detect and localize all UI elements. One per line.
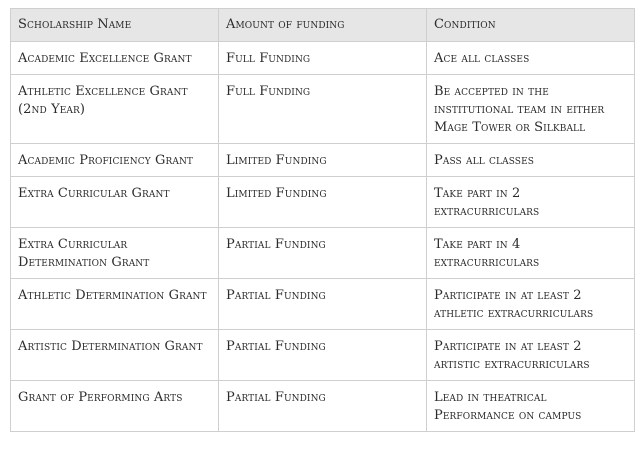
cell-condition: Lead in theatrical Performance on campus	[427, 381, 635, 432]
header-condition: Condition	[427, 9, 635, 42]
cell-condition: Pass all classes	[427, 144, 635, 177]
cell-scholarship-name: Extra Curricular Grant	[11, 177, 219, 228]
cell-scholarship-name: Academic Excellence Grant	[11, 42, 219, 75]
cell-condition: Take part in 2 extracurriculars	[427, 177, 635, 228]
scholarship-table-container	[10, 8, 634, 432]
table-header	[11, 9, 635, 42]
cell-condition: Participate in at least 2 artistic extracurriculars	[427, 330, 635, 381]
table-row	[11, 279, 635, 330]
cell-scholarship-name: Grant of Performing Arts	[11, 381, 219, 432]
cell-amount-of-funding: Partial Funding	[219, 228, 427, 279]
cell-condition: Ace all classes	[427, 42, 635, 75]
cell-scholarship-name: Extra Curricular Determination Grant	[11, 228, 219, 279]
table-row	[11, 144, 635, 177]
cell-amount-of-funding: Full Funding	[219, 75, 427, 144]
table-row	[11, 75, 635, 144]
cell-scholarship-name: Artistic Determination Grant	[11, 330, 219, 381]
cell-amount-of-funding: Limited Funding	[219, 144, 427, 177]
header-amount-of-funding: Amount of funding	[219, 9, 427, 42]
cell-condition: Be accepted in the institutional team in either Mage Tower or Silkball	[427, 75, 635, 144]
cell-amount-of-funding: Partial Funding	[219, 279, 427, 330]
header-row	[11, 9, 635, 42]
cell-scholarship-name: Athletic Excellence Grant (2nd Year)	[11, 75, 219, 144]
table-row	[11, 177, 635, 228]
cell-condition: Take part in 4 extracurriculars	[427, 228, 635, 279]
table-row	[11, 228, 635, 279]
table-body	[11, 42, 635, 432]
cell-amount-of-funding: Full Funding	[219, 42, 427, 75]
cell-amount-of-funding: Partial Funding	[219, 330, 427, 381]
cell-amount-of-funding: Limited Funding	[219, 177, 427, 228]
scholarship-table	[10, 8, 635, 432]
cell-scholarship-name: Academic Proficiency Grant	[11, 144, 219, 177]
table-row	[11, 330, 635, 381]
table-row	[11, 381, 635, 432]
cell-scholarship-name: Athletic Determination Grant	[11, 279, 219, 330]
header-scholarship-name: Scholarship Name	[11, 9, 219, 42]
table-row	[11, 42, 635, 75]
cell-condition: Participate in at least 2 athletic extracurriculars	[427, 279, 635, 330]
cell-amount-of-funding: Partial Funding	[219, 381, 427, 432]
